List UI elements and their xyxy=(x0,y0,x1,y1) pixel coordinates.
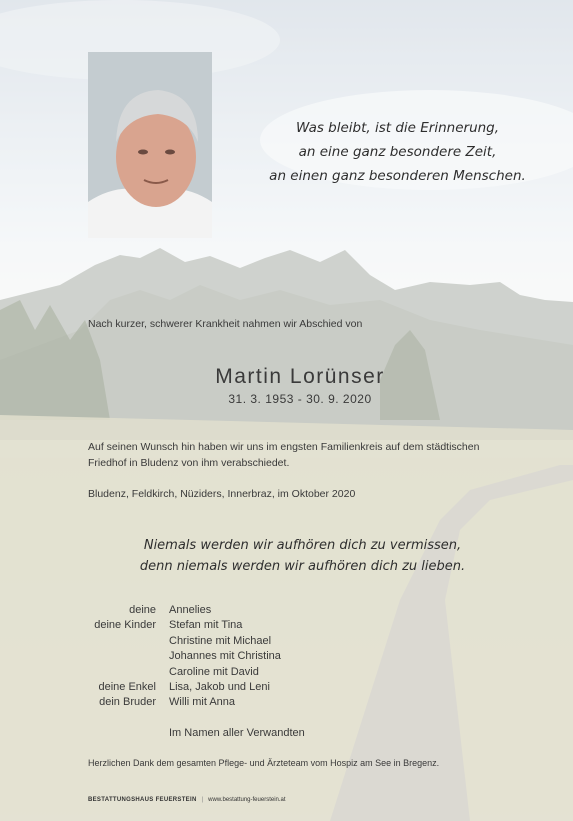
motto-line-2: denn niemals werden wir aufhören dich zu lieben. xyxy=(139,559,466,574)
footer-separator: | xyxy=(201,797,204,803)
footer xyxy=(88,797,286,803)
quote-line-1: Was bleibt, ist die Erinnerung, xyxy=(295,120,500,136)
mourner-role xyxy=(80,634,156,649)
body-line-2: Friedhof in Bludenz von ihm verabschiedet. xyxy=(88,457,290,469)
mourner-row xyxy=(80,618,500,633)
mourner-name: Christine mit Michael xyxy=(169,634,272,647)
mourner-role xyxy=(80,649,156,664)
mourner-row xyxy=(80,665,500,680)
mourner-row xyxy=(80,695,500,710)
mourner-role: dein Bruder xyxy=(99,696,156,709)
mourner-name: Annelies xyxy=(169,604,212,616)
memorial-quote xyxy=(255,116,540,188)
quote-line-2: an eine ganz besondere Zeit, xyxy=(298,144,497,160)
place-date: Bludenz, Feldkirch, Nüziders, Innerbraz, im Oktober 2020 xyxy=(88,488,356,500)
mourner-name: Willi mit Anna xyxy=(169,696,236,709)
body-line-1: Auf seinen Wunsch hin haben wir uns im engsten Familienkreis auf dem städtischen xyxy=(88,441,480,453)
deceased-name: Martin Lorünser xyxy=(215,365,385,388)
mourner-name: Im Namen aller Verwandten xyxy=(169,727,305,740)
funeral-home-name: BESTATTUNGSHAUS FEUERSTEIN xyxy=(88,797,197,803)
mourner-row xyxy=(80,649,500,664)
thanks-text: Herzlichen Dank dem gesamten Pflege- und Ärzteteam vom Hospiz am See in Bregenz. xyxy=(88,758,440,768)
funeral-home-url[interactable]: www.bestattung-feuerstein.at xyxy=(208,797,286,803)
mourner-role: deine Kinder xyxy=(94,619,156,632)
mourner-row xyxy=(80,680,500,695)
mourner-role xyxy=(80,711,156,726)
motto xyxy=(130,535,475,577)
portrait-photo xyxy=(88,52,212,238)
mourners-list xyxy=(80,603,500,742)
mourner-name: Johannes mit Christina xyxy=(169,650,281,663)
mourner-role xyxy=(80,665,156,680)
mourner-role: deine Enkel xyxy=(98,680,156,693)
mourner-name: Stefan mit Tina xyxy=(169,619,243,632)
mourner-row xyxy=(80,603,500,618)
mourner-role: deine xyxy=(129,604,156,616)
mourner-row xyxy=(80,634,500,649)
motto-line-1: Niemals werden wir aufhören dich zu vermissen, xyxy=(143,538,462,553)
mourner-row xyxy=(80,726,500,741)
intro-text: Nach kurzer, schwerer Krankheit nahmen wir Abschied von xyxy=(88,318,363,330)
mourner-name: Caroline mit David xyxy=(169,665,259,678)
mourner-role xyxy=(80,726,156,741)
quote-line-3: an einen ganz besonderen Menschen. xyxy=(269,168,526,184)
mourner-name: Lisa, Jakob und Leni xyxy=(169,680,270,693)
mourner-row-spacer xyxy=(80,711,500,726)
life-dates: 31. 3. 1953 - 30. 9. 2020 xyxy=(228,392,372,406)
